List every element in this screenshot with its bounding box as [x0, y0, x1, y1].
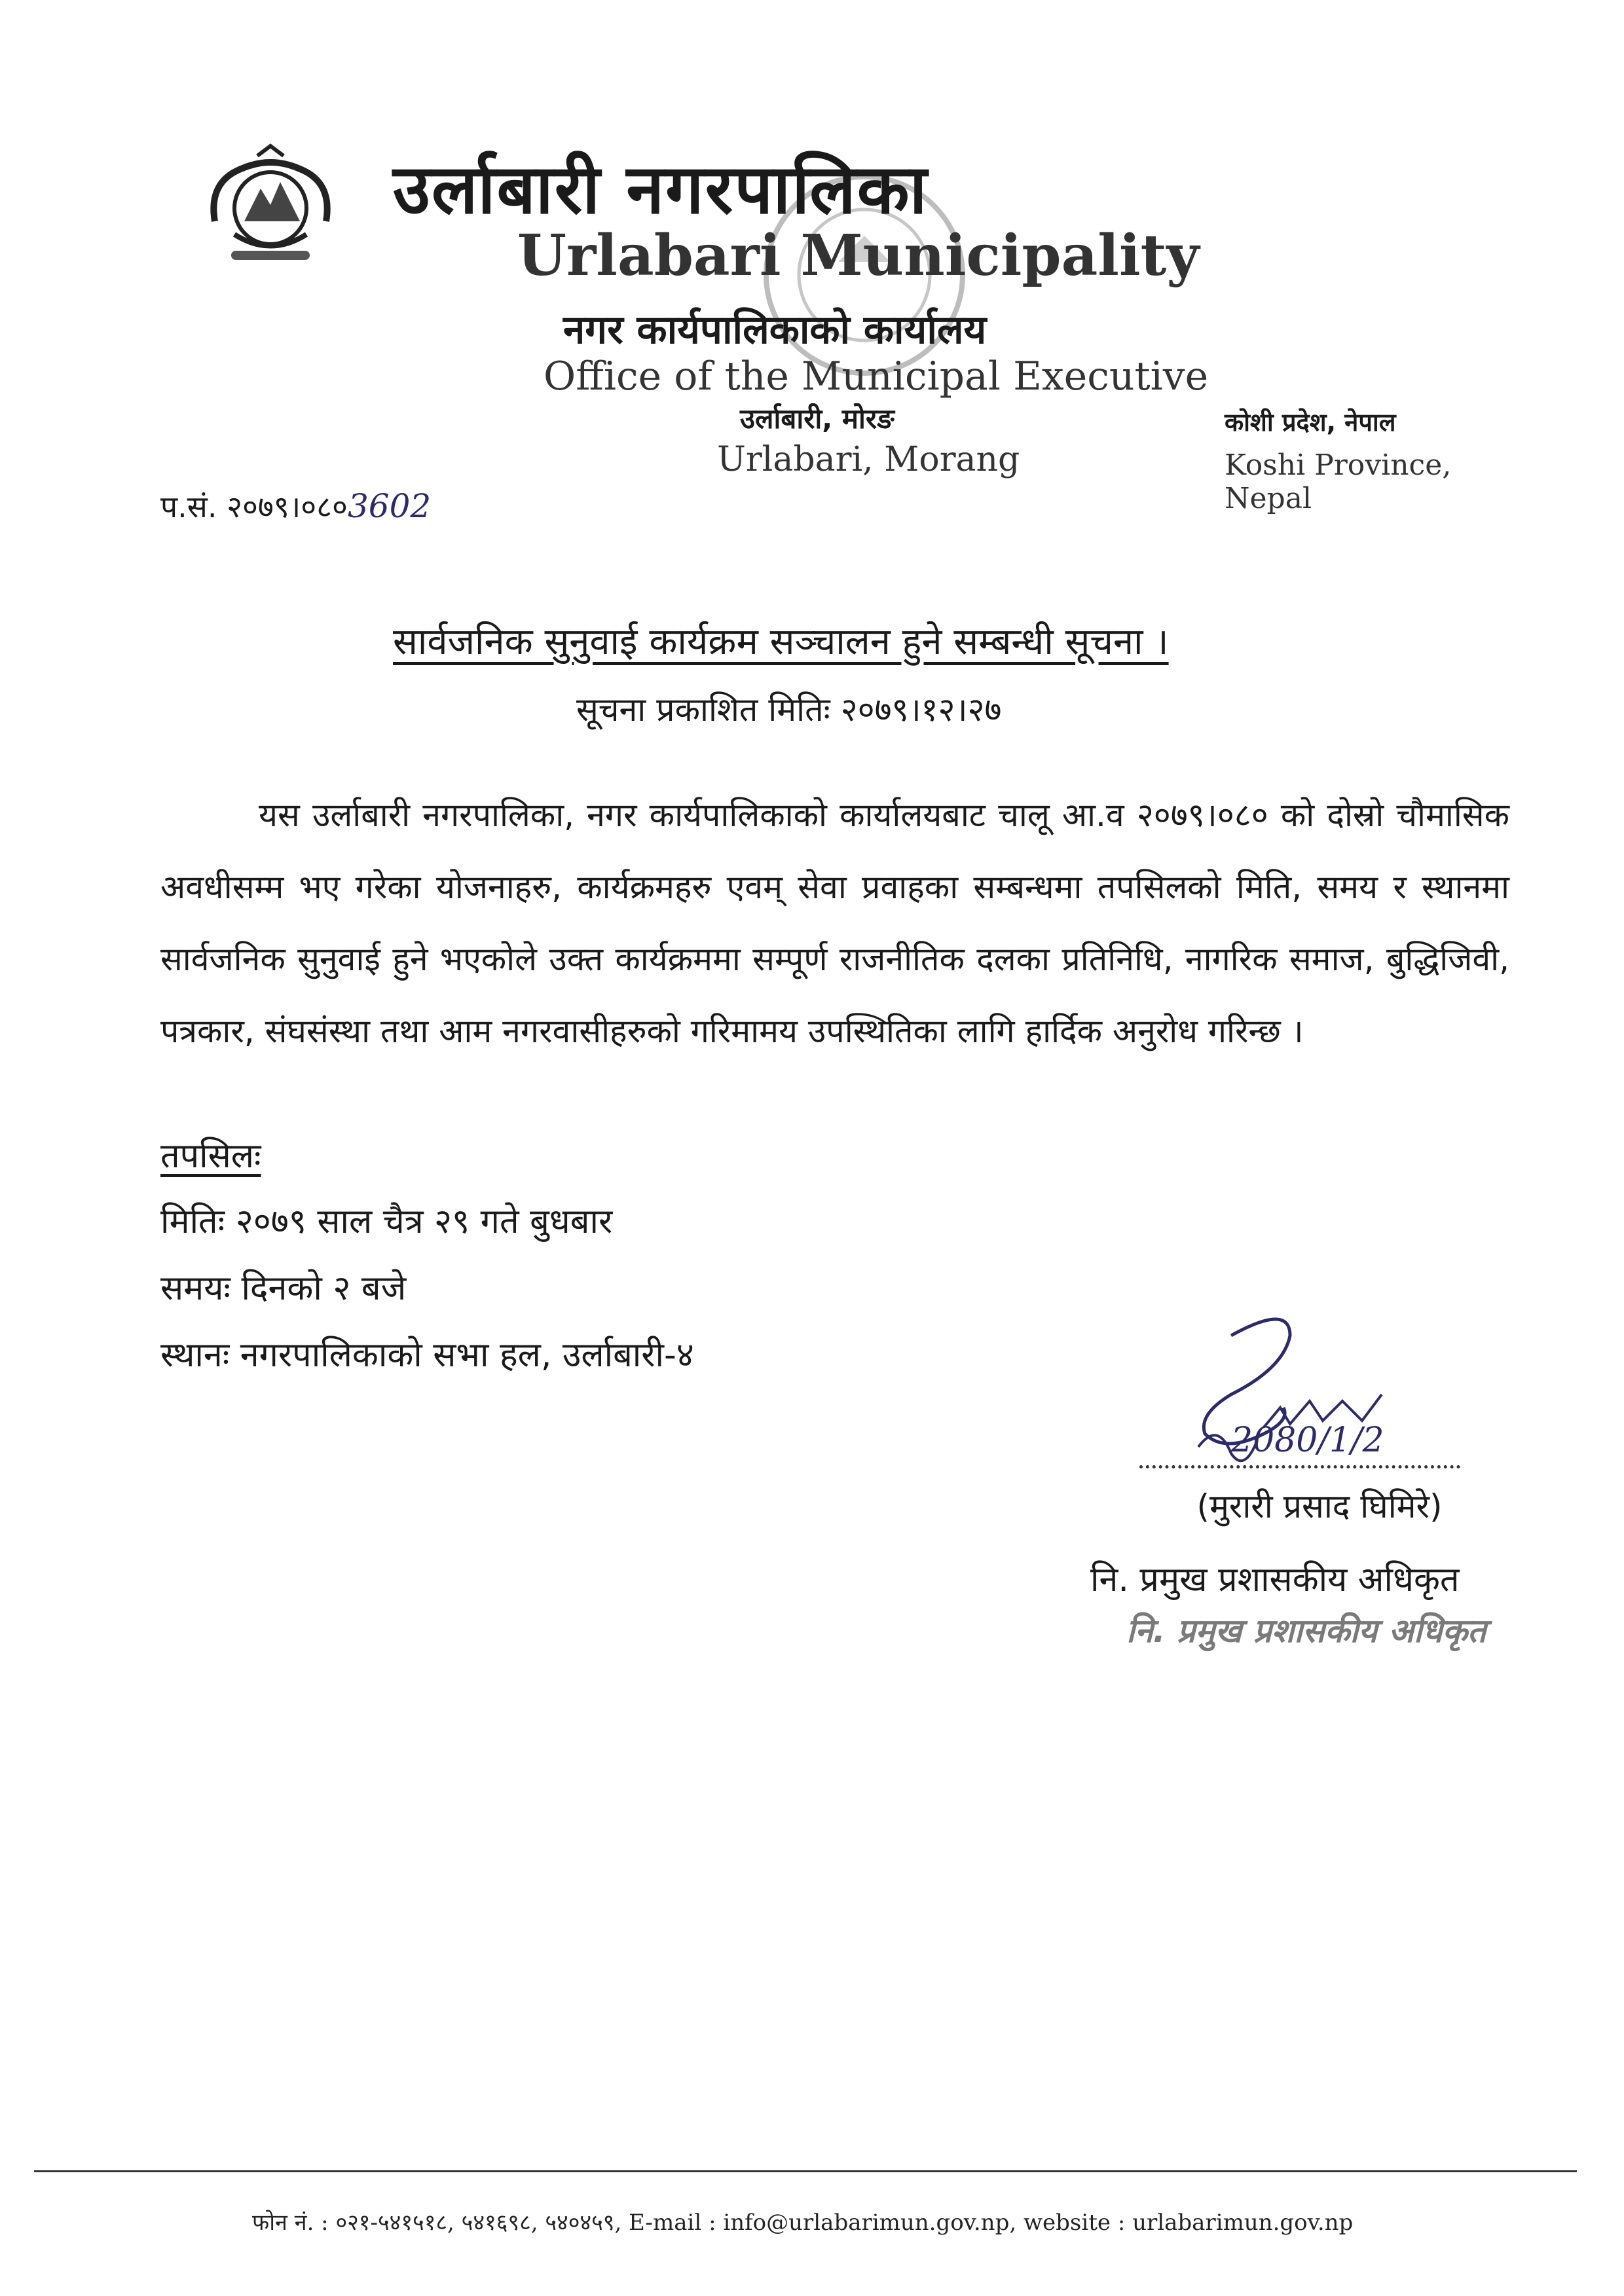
province-nepali: कोशी प्रदेश, नेपाल — [1225, 408, 1396, 437]
reference-handwritten: 3602 — [347, 487, 432, 525]
nepal-emblem-icon — [195, 143, 346, 274]
footer-divider — [34, 2170, 1577, 2172]
province-english: Koshi Province, Nepal — [1225, 448, 1452, 515]
municipality-name-nepali: उर्लाबारी नगरपालिका — [393, 149, 929, 229]
address-english: Urlabari, Morang — [717, 440, 1020, 479]
notice-subject: सार्वजनिक सुनुवाई कार्यक्रम सञ्चालन हुने सम्बन्धी सूचना । — [393, 621, 1169, 663]
reference-number — [160, 486, 619, 526]
reference-printed: प.सं. २०७९।०८० — [160, 489, 348, 524]
municipality-name-english: Urlabari Municipality — [517, 223, 1200, 289]
office-name-nepali: नगर कार्यपालिकाको कार्यालय — [563, 307, 987, 353]
footer-contact: फोन नं. : ०२१-५४१५१८, ५४१६९८, ५४०४५९, E-mail : info@urlabarimun.gov.np, website : urlabarimun.gov.np — [252, 2210, 1354, 2236]
details-date: मितिः २०७९ साल चैत्र २९ गते बुधबार — [160, 1202, 613, 1241]
notice-published-date: सूचना प्रकाशित मितिः २०७९।१२।२७ — [576, 691, 1002, 729]
notice-body: यस उर्लाबारी नगरपालिका, नगर कार्यपालिकाको कार्यालयबाट चालू आ.व २०७९।०८० को दोस्रो चौमासिक अवधीसम्म भए गरेका योजनाहरु, कार्यक्रमहरु एवम् सेवा प्रवाहका सम्बन्धमा तपसिलको मिति, समय र स्थानमा सार्वजनिक सुनुवाई हुने भएकोले उक्त कार्यक्रममा सम्पूर्ण राजनीतिक दलका प्रतिनिधि, नागरिक समाज, बुद्धिजिवी, पत्रकार, संघसंस्था तथा आम नगरवासीहरुको गरिमामय उपस्थितिका लागि हार्दिक अनुरोध गरिन्छ । — [160, 796, 1509, 1050]
details-venue: स्थानः नगरपालिकाको सभा हल, उर्लाबारी-४ — [160, 1336, 694, 1375]
designation-stamp: नि. प्रमुख प्रशासकीय अधिकृत — [1126, 1612, 1486, 1650]
signature-line — [1139, 1465, 1460, 1468]
office-name-english: Office of the Municipal Executive — [544, 354, 1209, 399]
signatory-name: (मुरारी प्रसाद घिमिरे) — [1196, 1487, 1443, 1525]
address-nepali: उर्लाबारी, मोरङ — [740, 403, 895, 435]
details-time: समयः दिनको २ बजे — [160, 1269, 407, 1308]
signatory-designation: नि. प्रमुख प्रशासकीय अधिकृत — [1090, 1560, 1460, 1599]
details-heading: तपसिलः — [160, 1137, 261, 1176]
signature-date-handwritten: 2080/1/2 — [1231, 1421, 1384, 1460]
